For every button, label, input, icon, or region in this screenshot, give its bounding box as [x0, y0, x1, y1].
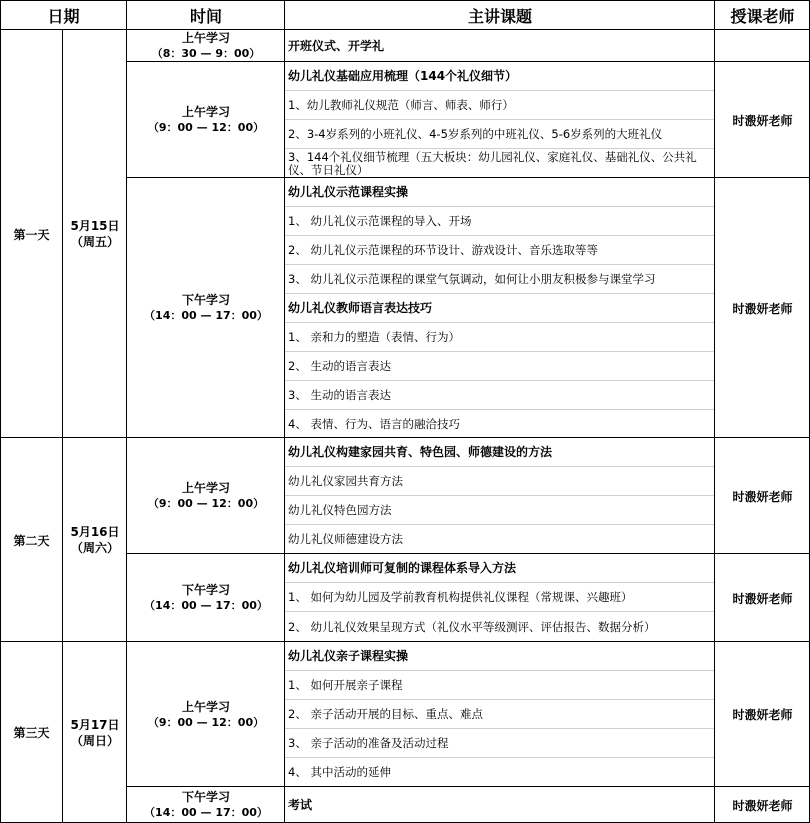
header-time: 时间: [189, 6, 222, 26]
topic-item: 1、 如何为幼儿园及学前教育机构提供礼仪课程（常规课、兴趣班）: [288, 590, 633, 604]
date-text: 5月15日: [70, 219, 120, 233]
teacher-name: 时溵妍老师: [732, 798, 793, 813]
topic-heading: 幼儿礼仪亲子课程实操: [288, 649, 409, 663]
topic-item: 1、 亲和力的塑造（表情、行为）: [288, 330, 460, 344]
topic-item: 幼儿礼仪师德建设方法: [288, 532, 403, 546]
session-label: 上午学习: [181, 699, 230, 714]
topic-item: 2、 亲子活动开展的目标、重点、难点: [288, 707, 483, 721]
topic-heading: 幼儿礼仪构建家园共育、特色园、师德建设的方法: [288, 445, 553, 459]
session-time: [127, 642, 285, 787]
session-label: 下午学习: [181, 293, 230, 307]
session-time: [127, 178, 285, 438]
session-label: 下午学习: [181, 790, 230, 804]
teacher-name: 时溵妍老师: [732, 113, 793, 128]
teacher-name: 时溵妍老师: [732, 301, 793, 316]
topic-item: 2、 幼儿礼仪效果呈现方式（礼仪水平等级测评、评估报告、数据分析）: [288, 619, 656, 634]
topic-item: 3、 幼儿礼仪示范课程的课堂气氛调动，如何让小朋友积极参与课堂学习: [288, 272, 656, 286]
weekday-text: （周日）: [70, 733, 119, 748]
topic-item: 1、 幼儿礼仪示范课程的导入、开场: [288, 214, 472, 228]
weekday-text: （周六）: [70, 541, 119, 555]
teacher-name: 时溵妍老师: [732, 591, 793, 606]
topic-item: 3、 亲子活动的准备及活动过程: [288, 736, 449, 750]
session-range: （14：00 — 17：00）: [144, 309, 268, 322]
session-range: （14：00 — 17：00）: [144, 806, 268, 819]
header-teacher: 授课老师: [730, 6, 795, 26]
topic-heading: 幼儿礼仪示范课程实操: [288, 185, 409, 199]
day-date: [63, 642, 127, 823]
teacher-name: 时溵妍老师: [732, 708, 793, 722]
topic-item: 3、144个礼仪细节梳理（五大板块：幼儿园礼仪、家庭礼仪、基础礼仪、公共礼仪、节日礼仪）: [288, 149, 697, 177]
day-label: 第二天: [13, 533, 50, 548]
teacher-name: 时溵妍老师: [732, 489, 793, 504]
session-range: （14：00 — 17：00）: [144, 599, 268, 612]
topic-item: 2、 幼儿礼仪示范课程的环节设计、游戏设计、音乐选取等等: [288, 243, 598, 257]
topic-item: 2、3-4岁系列的小班礼仪、4-5岁系列的中班礼仪、5-6岁系列的大班礼仪: [288, 127, 663, 141]
session-range: （8：30 — 9：00）: [151, 47, 261, 60]
topic-heading: 幼儿礼仪基础应用梳理（144个礼仪细节）: [288, 69, 518, 83]
day-label: 第一天: [13, 227, 50, 242]
topic-item: 1、 如何开展亲子课程: [288, 678, 403, 692]
topic-heading: 幼儿礼仪教师语言表达技巧: [288, 301, 433, 315]
topic-item: 2、 生动的语言表达: [288, 359, 391, 373]
session-time: [127, 554, 285, 642]
session-time: [127, 30, 285, 62]
session-label: 下午学习: [181, 583, 230, 597]
topic-item: 1、幼儿教师礼仪规范（师言、师表、师行）: [288, 98, 514, 112]
topic-item: 4、 其中活动的延伸: [288, 765, 391, 779]
topic-item: 幼儿礼仪家园共育方法: [288, 474, 403, 488]
session-label: 上午学习: [181, 481, 230, 495]
session-label: 上午学习: [181, 31, 230, 45]
topic-heading: 考试: [288, 797, 313, 812]
header-date: 日期: [47, 6, 80, 26]
topic-heading: 开班仪式、开学礼: [288, 38, 385, 53]
day-label: 第三天: [13, 726, 50, 740]
session-range: （9：00 — 12：00）: [147, 121, 265, 134]
session-time: [127, 787, 285, 823]
topic-item: 幼儿礼仪特色园方法: [288, 503, 392, 517]
topic-item: 3、 生动的语言表达: [288, 388, 391, 402]
weekday-text: （周五）: [70, 235, 119, 249]
header-topic: 主讲课题: [467, 6, 532, 26]
session-time: [127, 438, 285, 554]
session-range: （9：00 — 12：00）: [147, 497, 265, 510]
day-date: [63, 438, 127, 642]
session-range: （9：00 — 12：00）: [147, 715, 265, 729]
topic-heading: 幼儿礼仪培训师可复制的课程体系导入方法: [288, 561, 517, 575]
session-label: 上午学习: [181, 105, 230, 119]
date-text: 5月17日: [70, 717, 120, 732]
date-text: 5月16日: [70, 525, 120, 539]
topic-item: 4、 表情、行为、语言的融洽技巧: [288, 416, 460, 431]
session-time: [127, 62, 285, 178]
day-date: [63, 30, 127, 438]
